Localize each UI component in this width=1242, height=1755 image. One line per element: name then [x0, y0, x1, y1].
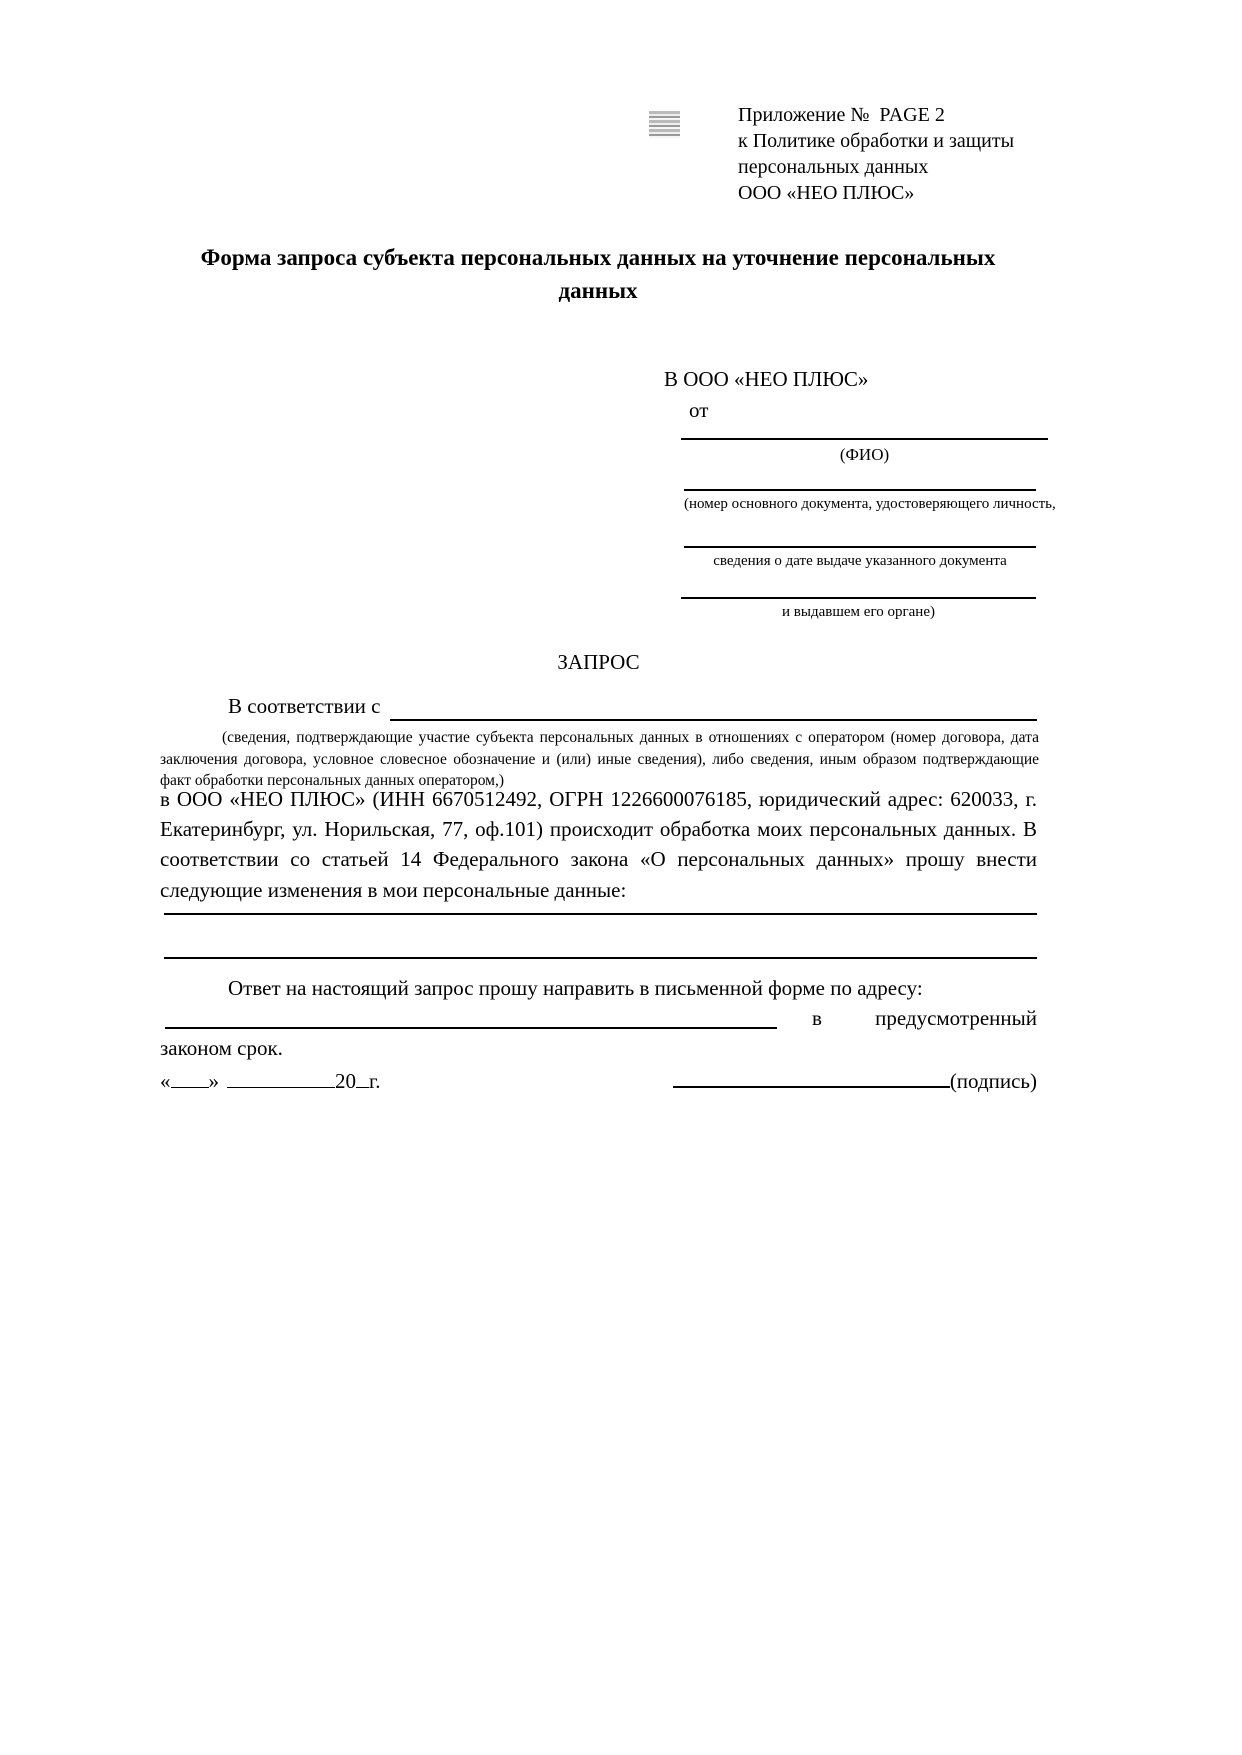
recipient-from-label: от: [689, 398, 709, 422]
response-paragraph: [160, 973, 1037, 1063]
page-title-text: Форма запроса субъекта персональных данных на уточнение персональных данных: [200, 245, 996, 303]
recipient-to: В ООО «НЕО ПЛЮС»: [664, 367, 869, 391]
date-quote-open: «: [160, 1069, 171, 1093]
response-word-stipulated: предусмотренный: [875, 1006, 1037, 1030]
appendix-line: ООО «НЕО ПЛЮС»: [738, 182, 915, 204]
accordance-prefix: В соответствии с: [228, 694, 381, 718]
signature-group: [673, 1069, 1037, 1094]
recipient-block: [664, 364, 868, 426]
accordance-blank-line[interactable]: [390, 694, 1038, 721]
issue-date-caption: сведения о дате выдаче указанного документа: [713, 553, 1007, 569]
response-request-text: Ответ на настоящий запрос прошу направить в письменной форме по адресу:: [228, 976, 923, 1000]
field-document-number: [684, 489, 1056, 513]
signature-blank-line[interactable]: [673, 1086, 950, 1088]
request-body-paragraph: в ООО «НЕО ПЛЮС» (ИНН 6670512492, ОГРН 1226600076185, юридический адрес: 620033, г. Екатеринбург, ул. Норильская, 77, оф.101) происходит обработка моих персональных данных. В соответствии со статьей 14 Федерального закона «О персональных данных» прошу внести следующие изменения в мои персональные данные:: [160, 787, 1037, 902]
field-issue-date: [684, 546, 1036, 570]
response-word-in: в: [812, 1006, 822, 1030]
appendix-header: [738, 102, 1014, 206]
date-year-suffix: г.: [369, 1069, 381, 1093]
fio-caption: (ФИО): [839, 445, 890, 464]
appendix-line: к Политике обработки и защиты: [738, 130, 1015, 152]
date-quote-close: »: [208, 1069, 219, 1093]
date-month-blank[interactable]: [227, 1087, 335, 1088]
date-signature-row: [160, 1069, 1037, 1094]
date-year-blank[interactable]: [356, 1087, 369, 1088]
response-tail: законом срок.: [160, 1036, 283, 1060]
changes-blank-line-1[interactable]: [164, 913, 1037, 915]
field-fio: [681, 438, 1048, 465]
embedded-object-icon: [649, 111, 680, 138]
accordance-line: [160, 694, 1037, 724]
address-blank-line[interactable]: [165, 1003, 777, 1029]
response-address-line: [160, 1003, 1037, 1033]
signature-caption: (подпись): [949, 1069, 1037, 1093]
date-day-blank[interactable]: [171, 1087, 209, 1088]
date-year-prefix: 20: [335, 1069, 356, 1093]
appendix-line: персональных данных: [738, 156, 929, 178]
issuing-authority-caption: и выдавшем его органе): [782, 604, 935, 620]
appendix-line: Приложение № PAGE 2: [738, 104, 945, 126]
field-issuing-authority: [681, 597, 1036, 621]
accordance-footnote: (сведения, подтверждающие участие субъекта персональных данных в отношениях с оператором (номер договора, дата заключения договора, условное словесное обозначение и (или) иные сведения), либо сведения, иным образом подтверждающие факт обработки персональных данных оператором,): [160, 729, 1039, 789]
document-number-caption: (номер основного документа, удостоверяющего личность,: [684, 496, 1056, 512]
page-title: [158, 241, 1038, 307]
changes-blank-line-2[interactable]: [164, 957, 1037, 959]
request-heading: ЗАПРОС: [557, 650, 640, 674]
